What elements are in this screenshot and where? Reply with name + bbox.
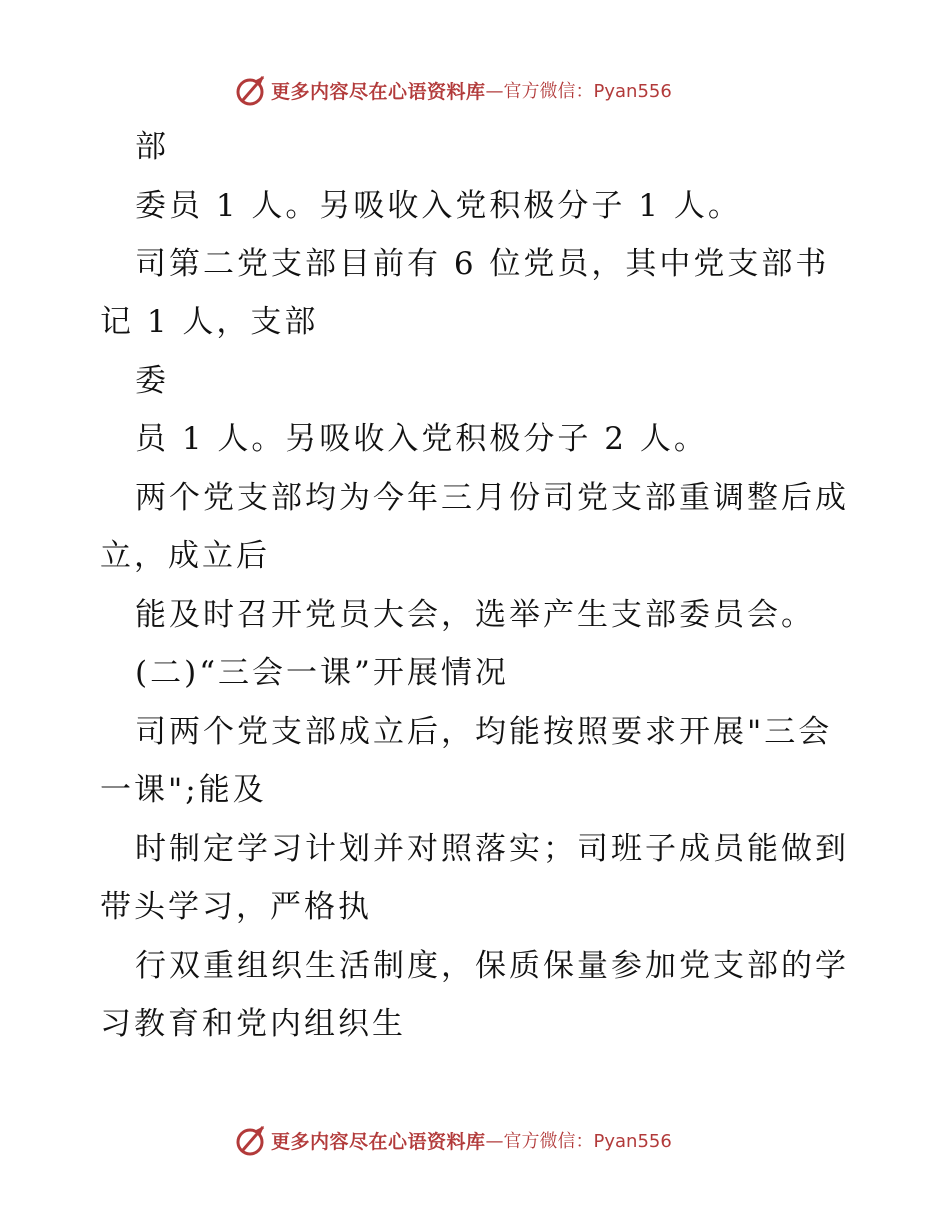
banner-title: 更多内容尽在心语资料库 (271, 1130, 486, 1153)
text-line: 习教育和党内组织生 (100, 1006, 406, 1042)
text-line: 带头学习，严格执 (100, 889, 372, 925)
text-line: 司第二党支部目前有 6 位党员，其中党支部书 (135, 246, 830, 282)
text-line: 记 1 人，支部 (100, 304, 319, 340)
text-line: 委员 1 人。另吸收入党积极分子 1 人。 (135, 188, 742, 224)
text-line: 一课";能及 (100, 772, 267, 808)
text-line: 委 (135, 363, 169, 399)
text-line: 能及时召开党员大会，选举产生支部委员会。 (135, 597, 815, 633)
text-line: 时制定学习计划并对照落实；司班子成员能做到 (135, 831, 849, 867)
text-line: 立，成立后 (100, 538, 270, 574)
text-line: 行双重组织生活制度，保质保量参加党支部的学 (135, 948, 849, 984)
text-line: 两个党支部均为今年三月份司党支部重调整后成 (135, 480, 849, 516)
quill-logo-icon (233, 1123, 267, 1157)
banner-contact: —官方微信：Pyan556 (485, 81, 672, 102)
banner-title: 更多内容尽在心语资料库 (271, 80, 486, 103)
text-line: 员 1 人。另吸收入党积极分子 2 人。 (135, 421, 708, 457)
banner-contact: —官方微信：Pyan556 (485, 1131, 672, 1152)
quill-logo-icon (233, 73, 267, 107)
section-heading: (二)“三会一课”开展情况 (135, 655, 509, 691)
footer-banner (233, 1120, 713, 1160)
text-line: 司两个党支部成立后，均能按照要求开展"三会 (135, 714, 833, 750)
header-banner (233, 70, 713, 110)
text-line: 部 (135, 129, 169, 165)
